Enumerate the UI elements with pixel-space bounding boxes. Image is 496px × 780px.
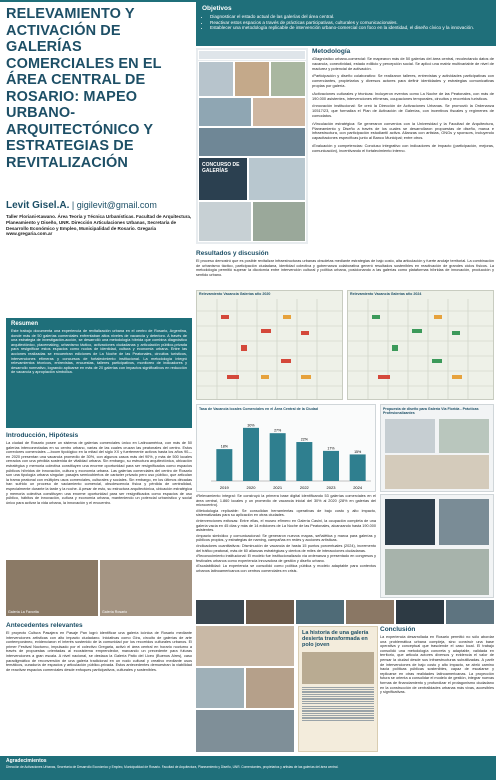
- figure-image: [385, 419, 435, 453]
- strip-photo: [246, 600, 294, 624]
- introduction-heading: Introducción, Hipótesis: [6, 432, 79, 439]
- map-title: Relevamiento Vacancia Galerías año 2020: [199, 292, 271, 296]
- photo-collage: [196, 48, 308, 244]
- collage-photo: [252, 97, 306, 127]
- collage-photo: [198, 61, 234, 97]
- collage-photo: [198, 127, 306, 157]
- chart-svg: [197, 415, 377, 493]
- results-heading: Resultados y discusión: [196, 250, 269, 257]
- chart-value-label: 17%: [327, 446, 335, 451]
- gallery-photo: [100, 560, 192, 616]
- results-section: [196, 250, 494, 277]
- results-photo: [196, 626, 294, 666]
- author-line: [6, 200, 192, 211]
- result-bullet: •Metodología replicable: Se consolidan herramientas operativas de bajo costo y alto impacto, sistematizadas para su aplicación en otras ciudades.: [196, 508, 376, 518]
- chart-tick-label: 2021: [273, 485, 283, 490]
- chart-value-label: 27%: [274, 428, 282, 433]
- collage-photo: [252, 201, 306, 242]
- chart-tick-label: 2024: [353, 485, 363, 490]
- chart-title: Tasa de Vacancia locales Comerciales en el Área Central de la Ciudad: [199, 407, 318, 411]
- result-bullet: •Reconocimiento institucional: El modelo fue institucionalizado vía ordenanza y presentado en congresos y festivales urbanos como experiencia innovadora de gestión y diseño urbano.: [196, 554, 376, 563]
- collage-photo: [198, 201, 252, 242]
- chart-bar: [323, 451, 339, 481]
- photo-caption: Galería La Favorita: [8, 610, 39, 614]
- objective-item: • Diagnosticar el estado actual de las galerías del área central.: [210, 14, 490, 20]
- vacancy-map-2024: [347, 290, 494, 400]
- chart-value-label: 30%: [247, 423, 255, 428]
- vacancy-map-2020: [196, 290, 343, 400]
- chart-tick-label: 2020: [246, 485, 256, 490]
- chart-bar: [216, 449, 232, 481]
- results-photo: [196, 710, 294, 752]
- chart-bar: [243, 428, 259, 481]
- result-bullet: •Intervenciones exitosas: Entre ellas, el museo efímero en Galería Casini, la ocupación completa de una galería vacía en 45 días y más de 14 ediciones de La Noche de las Peatonales, alcanzando hasta 190.000 asistentes.: [196, 518, 376, 533]
- affiliation: Taller Floriani-Kawano. Área Teoría y Técnica Urbanísticas. Facultad de Arquitectura, Planeamiento y Diseño, UNR. Dirección Articulaciones Urbanas, Secretaría de Desarrollo Económico y Empleo, Municipalidad de Rosario. Gregaria www.gregaria.com.ar: [6, 214, 192, 237]
- strip-photo: [396, 600, 444, 624]
- chart-bar: [270, 433, 286, 481]
- side-photo: [385, 549, 489, 595]
- background-heading: Antecedentes relevantes: [6, 622, 83, 629]
- acknowledgements-heading: Agradecimientos: [6, 758, 47, 764]
- separator: |: [71, 200, 77, 210]
- gallery-photos: [6, 560, 192, 616]
- concurso-label: CONCURSO DE GALERÍAS: [202, 162, 240, 174]
- acknowledgements-panel: [0, 756, 496, 780]
- collage-photo: [234, 61, 270, 97]
- introduction-section: [6, 432, 192, 560]
- acknowledgements-text: Dirección de Activaciones Urbanas, Secretaría de Desarrollo Económico y Empleo, Municipalidad de Rosario. Facultad de Arquitectura, Planeamiento y Diseño, UNR. Comerciantes, propietarios y artistas de las galerías del área central.: [6, 765, 339, 769]
- concurso-poster: [198, 157, 248, 201]
- objectives-heading: Objetivos: [202, 5, 232, 12]
- vacancy-chart: [196, 404, 376, 492]
- abstract-heading: Resumen: [11, 321, 39, 327]
- chart-value-label: 15%: [354, 449, 362, 454]
- chart-value-label: 22%: [300, 437, 308, 442]
- objective-item: • Reactivar estos espacios a través de prácticas participativas, culturales y comunicacionales.: [210, 20, 490, 26]
- introduction-text: La ciudad de Rosario posee un sistema de galerías comerciales único en Latinoamérica, con más de 50 galerías interconectadas en su centro urbano, varias de las cuales cruzan las peatonales del centro. Estos corredores comerciales —boom tipológico en la mitad del siglo XX y fuertemente activos hasta los años 90— en 2020 presentan una vacancia promedio de 30%, con algunos casos más del 90%, y más de 500 locales cerrados con una pérdida sostenida de vitalidad urbana. Sin embargo, su estructura arquitectónica, ubicación estratégica y memoria colectiva constituyen una enorme oportunidad para ser resignificados como espacios públicos híbridos de innovación, cultura y economía urbana. Las galerías comerciales del centro de Rosario son una tipología urbana singular: pasajes semicubiertos de carácter privado pero uso público, que articulan la trama peatonal con múltiples usos comerciales, culturales y sociales. Sin embargo, en los últimos décadas han sufrido un proceso de vaciamiento comercial, obsolescencia física y pérdida de centralidad, especialmente durante la tarde y la noche. A pesar de esto, su estructura arquitectónica, ubicación estratégica y memoria colectiva constituyen una enorme oportunidad para ser resignificados como espacios de uso público, hábitos de innovación, cultura y economía urbana, manteniendo un potencial urbanístico y social único para activar la vida urbana, la innovación y el encuentro.: [6, 441, 192, 505]
- objectives-list: [202, 14, 490, 31]
- strip-photo: [196, 600, 244, 624]
- figure-image: [439, 419, 489, 453]
- map-graphic: [197, 291, 343, 400]
- strip-photo: [346, 600, 394, 624]
- result-bullet: •Impacto simbólico y comunicacional: Se generaron nuevos mapas, señalética y marca para galerías y públicos propios, y estrategias de naming, campañas en redes y acciones artísticas.: [196, 533, 376, 543]
- methodology-paragraph: •Innovación institucional: Se creó la Dirección de Activaciones Urbanas. Se promovió la Ordenanza 10517/23, que formaliza el Plan de Activación de Galerías, con incentivos fiscales y regímenes de comodatos.: [312, 103, 494, 118]
- author-email[interactable]: gigilevit@gmail.com: [76, 200, 157, 210]
- gallery-photo: [6, 560, 98, 616]
- map-title: Relevamiento Vacancia Galerías año 2024: [350, 292, 422, 296]
- side-photo-grid: [380, 494, 494, 598]
- abstract-panel: [6, 318, 192, 428]
- photo-strip: [196, 600, 494, 624]
- methodology-paragraph: •Evaluación y competencias: Conciuso integrativo con indicadores de impacto (participación, mejoras, comunicación), incentivando el fortalecimiento interno.: [312, 142, 494, 153]
- chart-bar: [296, 442, 312, 481]
- author-name: Levit Gisel.A.: [6, 200, 70, 211]
- result-bullet: •Relevamiento integral: Se construyó la primera base digital identificando 53 galerías comerciales en el área central, 1.860 locales y un promedio de vacancia inicial del 30% al 2020 (28% en galerías del microcentro).: [196, 494, 376, 508]
- conclusion-section: [380, 626, 494, 756]
- conclusion-text: La experiencia desarrollada en Rosario permitió no sólo abordar una problemática urbana compleja, sino construir una base operativa y conceptual que trasciende el caso local. El trabajo consolidó una metodología concreta y adaptable, validada en territorio, que articula actores diversos y evidencia el valor de pensar la ciudad desde sus infraestructuras subutilizadas. A partir de intervenciones de bajo costo y alto impacto, se abrió camino hacia políticas públicas sostenibles, capaz de escalarse y replicarse en otras realidades latinoamericanas. La proyección futura se orienta a consolidar el modelo de gestión, integrar nuevas formas de financiamiento y profundizar el protagonismo ciudadano en la construcción de centralidades urbanas más vivas, accesibles y significativas.: [380, 635, 494, 695]
- conclusion-heading: Conclusión: [380, 626, 416, 633]
- background-text: El proyecto Cultura Pasajera en Pasaje Pan logró identificar una galería icónica de Rosario mediante intervenciones artísticas con alto impacto ciudadano. Iniciativas como Gira, circuito de galerías de arte contemporáneo, evidenciaron el interés sostenido de la comunidad por los recorridos culturales urbanos. El primer Festival Nocturno, impulsado por el colectivo Gregaria, activó el área central en horario nocturno a través de propuestas orientadas al ecosistema emprendedor, marcando un precedente para futuras intervenciones a gran escala. A nivel nacional, se destaca la Galería Patio del Liceo (Buenos Aires), caso paradigmático de reconversión de una galería tradicional en un nodo cultural y creativo mediante usos temáticos, curaduría de espacios y articulación público-privada. Estos antecedentes demuestran la viabilidad de reactivar espacios comerciales desde enfoques participativos, culturales y sostenibles.: [6, 631, 192, 672]
- figure-image: [385, 455, 489, 489]
- chart-bar: [350, 454, 366, 481]
- strip-photo: [296, 600, 344, 624]
- strip-photo: [446, 600, 494, 624]
- objective-item: • Establecer una metodología replicable de intervención urbano-comercial con foco en la identidad, el diseño cívico y la innovación.: [210, 25, 490, 31]
- poster-title: RELEVAMIENTO Y ACTIVACIÓN DE GALERÍAS COMERCIALES EN EL ÁREA CENTRAL DE ROSARIO: MAPEO URBANO-ARQUITECTÓNICO Y ESTRATEGIAS DE REVITALIZACIÓN: [6, 6, 162, 171]
- photo-caption: Galería Rosario: [102, 610, 128, 614]
- history-text-lines: [302, 687, 374, 721]
- collage-photo: [248, 157, 306, 201]
- results-photos: [196, 626, 294, 752]
- background-section: [6, 622, 192, 752]
- chart-tick-label: 2023: [326, 485, 336, 490]
- methodology-paragraph: •Activaciones culturales y técnicas: Incluyeron eventos como La Noche de las Peatonales, con más de 190.000 asistentes, intervenciones efímeras, ocupaciones temporales, circuitos y recorridos turísticos.: [312, 90, 494, 101]
- methodology-paragraph: •Participación y diseño colaborativo: Se realizaron talleres, entrevistas y actividades participativas con comerciantes, propietarios y diversos actores para definir identidades y estrategias comunicativas propias por galería.: [312, 73, 494, 88]
- result-bullet: •Indicadores cuantitativos: Disminución de vacancia de hasta 15 puntos porcentuales (2024), incremento del tráfico peatonal, más de 60 alianzas estratégicas y cientos de miles de interacciones ciudadanas.: [196, 543, 376, 553]
- methodology-paragraph: •Diagnóstico urbano-comercial: Se mapearon más de 50 galerías del área central, recolectando datos de vacancia, conectividad, estado edilicio y percepción social. Se aplicó una matriz multivariable de nivel de madurez y potencial de activación.: [312, 56, 494, 71]
- result-bullet: •Escalabilidad: La experiencia se consolidó como política pública y modelo adaptable para contextos urbanos latinoamericanos con centros comerciales en crisis.: [196, 564, 376, 573]
- results-text: El proceso demostró que es posible revitalizar infraestructuras urbanas obsoletas mediante estrategias de bajo costo, alta articulación y fuerte anclaje territorial. La combinación de urbanismo táctico, participación ciudadana, identidad colectiva y gobernanza colaborativa generó resultados sostenibles en reactivación de grandes ciclos físicos. La metodología permitió superar la dicotomía entre intervención cultural y política urbana, posicionando a las galerías como plataformas híbridas de innovación, producción y sentido urbano.: [196, 259, 494, 277]
- chart-tick-label: 2022: [299, 485, 309, 490]
- methodology-paragraph: •Vinculación estratégica: Se generaron convenios con la Universidad y la Facultad de Arquitectura, Planeamiento y Diseño a través de los cuales se desarrollaron propuestas de diseño, marca e infraestructura, con participación estudiantil activa. Alianzas con artistas, ONGs y sponsors, incluyendo capacitaciones específicas junto al Banco Municipal; entre otros.: [312, 120, 494, 141]
- map-graphic: [348, 291, 494, 400]
- figure-title: Propuesta de diseño para Galería Via Florida - Prácticas Profesionalizantes: [383, 407, 479, 415]
- methodology-section: [312, 48, 494, 244]
- results-bullets: [196, 494, 376, 575]
- chart-value-label: 18%: [220, 444, 228, 449]
- abstract-text: Este trabajo documenta una experiencia de revitalización urbana en el centro de Rosario, Argentina, donde más de 50 galerías comerciales enfrentaban altos niveles de vacancia y deterioro. A través de una estrategia de investigación-acción, se desarrolló una metodología híbrida que combina diagnóstico arquitectónico, placemaking, urbanismo táctico, activaciones ciudadanas y articulación público-privada para resignificar estos espacios como nodos de identidad, cultura y economía urbana. Entre las acciones realizadas se encuentran ediciones de La Noche de las Peatonales, circuitos turísticos, intervenciones efímeras y concursos de fortalecimiento institucional. La metodología integró relevamientos técnicos, entrevistas, encuestas, talleres participativos, monitoreo de indicadores y desarrollo normativo, logrando aplicarse en más de 20 galerías con impactos significativos en reducción de vacancia y apropiación simbólica.: [11, 329, 187, 375]
- history-clipping: [298, 626, 378, 752]
- results-photo: [246, 668, 294, 708]
- history-heading: La historia de una galería desierta transformada en polo joven: [302, 630, 369, 649]
- side-photo: [385, 499, 435, 545]
- collage-photo: [198, 97, 252, 127]
- collage-photo: [270, 61, 306, 97]
- history-photo: [302, 652, 374, 684]
- objectives-panel: [196, 2, 496, 46]
- methodology-heading: Metodología: [312, 48, 351, 55]
- design-proposal-figure: [380, 404, 494, 492]
- chart-tick-label: 2019: [219, 485, 229, 490]
- results-photo: [196, 668, 244, 708]
- side-photo: [439, 499, 489, 545]
- collage-poster-header: [198, 50, 306, 60]
